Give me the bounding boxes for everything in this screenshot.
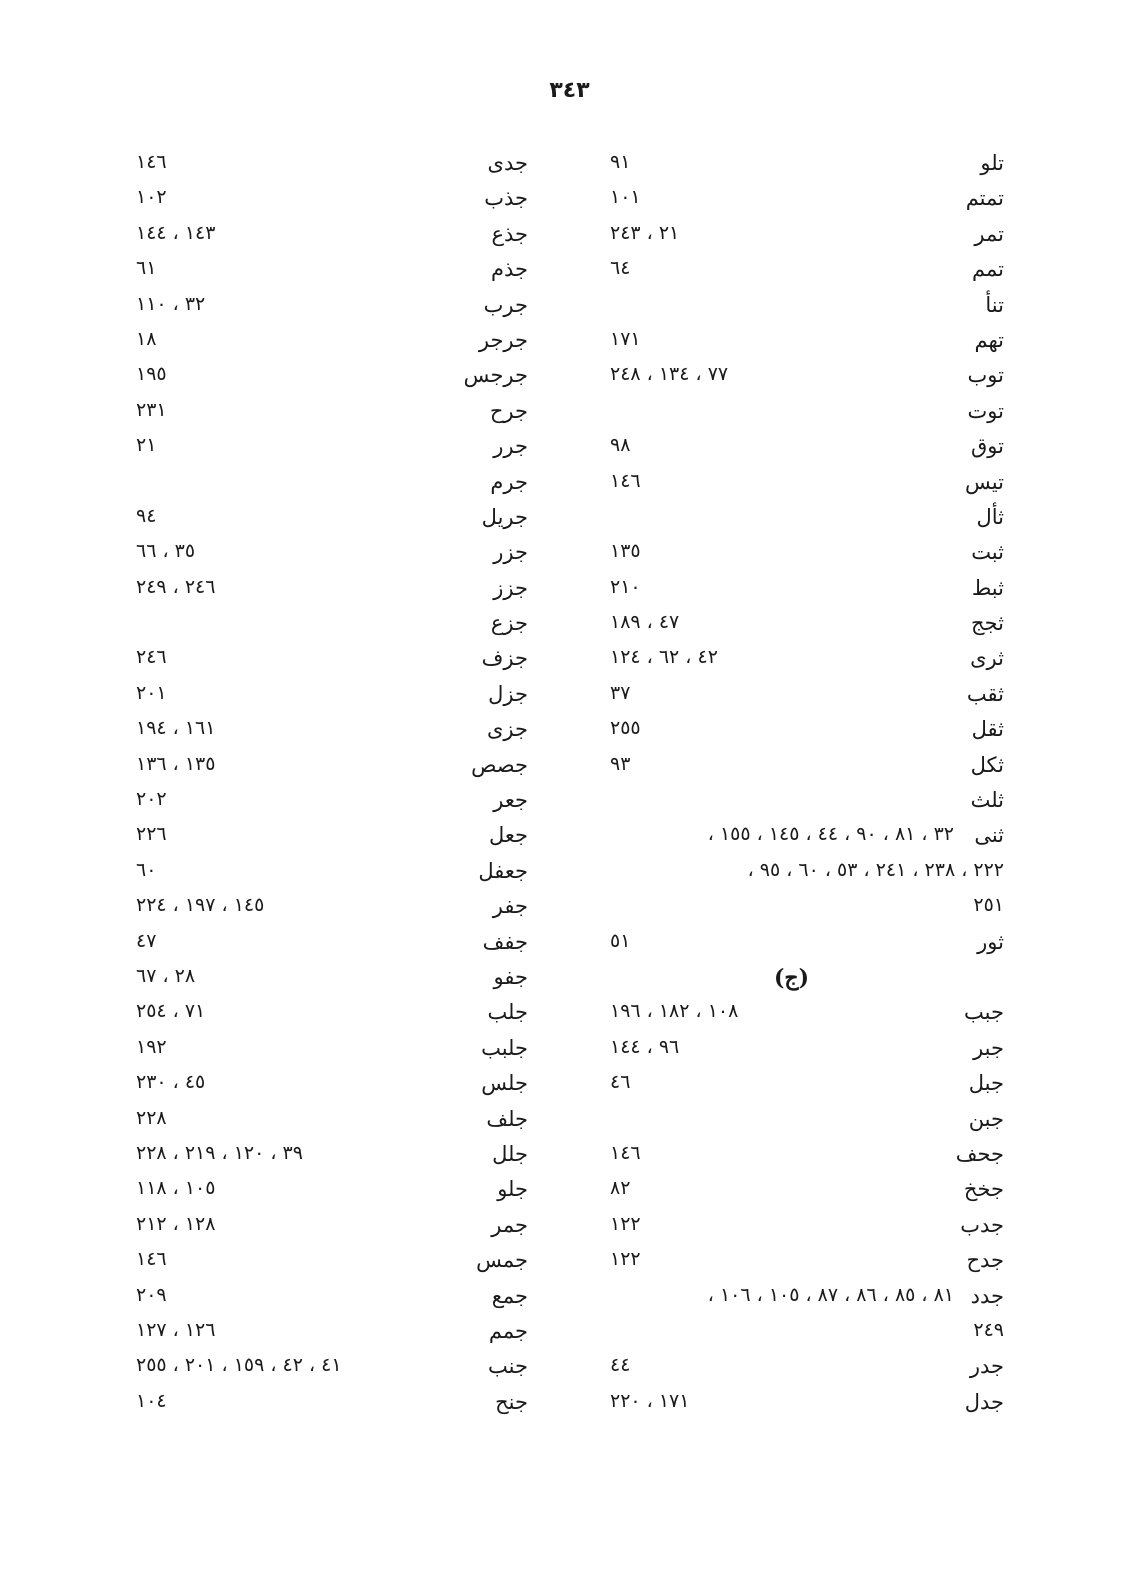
- page-references: ١٤٦: [136, 1248, 167, 1271]
- index-entry: [130, 182, 530, 217]
- index-entry: [130, 466, 530, 501]
- root-word: ثرى: [970, 646, 1004, 671]
- root-word: جحف: [955, 1141, 1004, 1166]
- root-word: جرر: [493, 434, 528, 459]
- index-entry: [130, 926, 530, 961]
- page-references: ١٤٦: [610, 1141, 641, 1164]
- page-references: ١٠٢: [136, 186, 167, 209]
- page-references: ٩٣: [610, 752, 631, 775]
- section-letter: (ج): [774, 964, 810, 991]
- page-references: ٢٨ ، ٦٧: [136, 964, 196, 987]
- page-references: ٦٠: [136, 858, 157, 881]
- index-entry: [604, 1280, 1004, 1315]
- page-references: ٤٥ ، ٢٣٠: [136, 1071, 206, 1094]
- page-references: ١٠٥ ، ١١٨: [136, 1177, 216, 1200]
- index-entry: [604, 1173, 1004, 1208]
- section-header: [604, 961, 1004, 996]
- page-references: ٢٤٩: [973, 1318, 1004, 1341]
- page-references: ١٢٦ ، ١٢٧: [136, 1318, 216, 1341]
- root-word: ثقب: [966, 681, 1004, 706]
- index-entry: [604, 501, 1004, 536]
- root-word: جزى: [486, 717, 528, 742]
- page-references: ٢٠٩: [136, 1283, 167, 1306]
- page-references: ٤٤: [610, 1354, 631, 1377]
- root-word: جنح: [495, 1389, 528, 1414]
- index-entry: [604, 289, 1004, 324]
- page-references: ٢٠١: [136, 681, 167, 704]
- page-references: ٢٢٢ ، ٢٣٨ ، ٢٤١ ، ٥٣ ، ٦٠ ، ٩٥ ،: [747, 858, 1004, 881]
- index-entry: [130, 1032, 530, 1067]
- root-word: جعل: [488, 823, 528, 848]
- page-references: ٦١: [136, 257, 157, 280]
- root-word: ثبت: [971, 540, 1004, 565]
- page-references: ١٨: [136, 327, 157, 350]
- root-word: ثجج: [971, 611, 1004, 636]
- index-entry: [130, 642, 530, 677]
- root-word: جبل: [968, 1071, 1004, 1096]
- index-entry: [130, 430, 530, 465]
- root-word: جمس: [476, 1248, 528, 1273]
- index-entry: [604, 1067, 1004, 1102]
- index-entry: [130, 572, 530, 607]
- root-word: جدد: [970, 1283, 1004, 1308]
- root-word: جلل: [492, 1141, 528, 1166]
- page-references: ٣٩ ، ١٢٠ ، ٢١٩ ، ٢٢٨: [136, 1141, 303, 1164]
- page-references: ٥١: [610, 929, 631, 952]
- root-word: جزل: [488, 681, 528, 706]
- root-word: جدل: [964, 1389, 1004, 1414]
- index-entry: [604, 147, 1004, 182]
- root-word: جمم: [488, 1318, 528, 1343]
- page-references: ٤٧ ، ١٨٩: [610, 611, 680, 634]
- root-word: جزع: [490, 611, 528, 636]
- index-entry: [604, 678, 1004, 713]
- index-entry: [604, 890, 1004, 925]
- root-word: ثقل: [971, 717, 1004, 742]
- page-references: ١٠١: [610, 186, 641, 209]
- root-word: جرح: [489, 398, 528, 423]
- page-references: ٩٤: [136, 504, 157, 527]
- index-entry: [130, 678, 530, 713]
- root-word: جرجس: [463, 363, 528, 388]
- index-entry: [130, 713, 530, 748]
- index-entry: [604, 642, 1004, 677]
- index-entry: [604, 324, 1004, 359]
- page-number: ٣٤٣: [549, 78, 590, 103]
- root-word: جبن: [968, 1106, 1004, 1131]
- root-word: جذم: [490, 257, 528, 282]
- index-entry: [130, 253, 530, 288]
- root-word: جمع: [491, 1283, 528, 1308]
- page-references: ٩٨: [610, 434, 631, 457]
- index-entry: [130, 890, 530, 925]
- index-entry: [130, 1138, 530, 1173]
- page-references: ٧١ ، ٢٥٤: [136, 1000, 206, 1023]
- root-word: جزف: [481, 646, 528, 671]
- index-entry: [604, 713, 1004, 748]
- root-word: جفر: [492, 894, 528, 919]
- index-entry: [130, 289, 530, 324]
- page-references: ٤٦: [610, 1071, 631, 1094]
- root-word: جزر: [493, 540, 528, 565]
- root-word: جدر: [969, 1354, 1004, 1379]
- page-references: ٢٢٦: [136, 823, 167, 846]
- page-references: ٢١ ، ٢٤٣: [610, 221, 680, 244]
- root-word: ثلث: [970, 788, 1004, 813]
- page-references: ١٧١ ، ٢٢٠: [610, 1389, 690, 1412]
- root-word: توت: [967, 398, 1004, 423]
- root-word: تنأ: [985, 292, 1004, 317]
- index-entry: [604, 359, 1004, 394]
- root-word: تيس: [965, 469, 1004, 494]
- page-references: ٦٤: [610, 257, 631, 280]
- index-entry: [604, 1350, 1004, 1385]
- page-references: ٢٤٦ ، ٢٤٩: [136, 575, 216, 598]
- root-word: جزز: [493, 575, 528, 600]
- index-entry: [604, 182, 1004, 217]
- page-references: ٩١: [610, 151, 631, 173]
- root-word: جصص: [471, 752, 528, 777]
- page-references: ٢٥٥: [610, 717, 641, 740]
- root-word: ثبط: [971, 575, 1004, 600]
- index-entry: [130, 359, 530, 394]
- page-references: ٣٢ ، ٨١ ، ٩٠ ، ٤٤ ، ١٤٥ ، ١٥٥ ،: [707, 823, 954, 846]
- page-references: ١٩٥: [136, 363, 167, 386]
- root-word: جفو: [493, 964, 528, 989]
- index-column-right: [604, 147, 1004, 1421]
- root-word: جلبب: [481, 1035, 528, 1060]
- index-entry: [130, 1315, 530, 1350]
- page-references: ١٣٥: [610, 540, 641, 563]
- index-entry: [604, 855, 1004, 890]
- page-references: ٢١: [136, 434, 157, 457]
- index-entry: [604, 253, 1004, 288]
- root-word: ثأل: [976, 504, 1004, 529]
- page-references: ٢٤٦: [136, 646, 167, 669]
- root-word: جدح: [966, 1248, 1004, 1273]
- root-word: جفف: [482, 929, 528, 954]
- index-entry: [604, 1315, 1004, 1350]
- index-column-left: [130, 147, 530, 1421]
- root-word: جريل: [481, 504, 528, 529]
- index-entry: [604, 395, 1004, 430]
- index-entry: [130, 218, 530, 253]
- index-entry: [604, 819, 1004, 854]
- index-entry: [604, 996, 1004, 1031]
- page-references: ١٢٢: [610, 1248, 641, 1271]
- page-references: ١٢٨ ، ٢١٢: [136, 1212, 216, 1235]
- page-references: ١٤٦: [136, 151, 167, 173]
- page-references: ٨٢: [610, 1177, 631, 1200]
- index-entry: [604, 1138, 1004, 1173]
- root-word: جذع: [491, 221, 528, 246]
- index-entry: [130, 996, 530, 1031]
- page-references: ٢٠٢: [136, 788, 167, 811]
- page-references: ٤٧: [136, 929, 157, 952]
- index-entry: [130, 501, 530, 536]
- page-references: ٩٦ ، ١٤٤: [610, 1035, 680, 1058]
- root-word: جلس: [481, 1071, 528, 1096]
- index-entry: [130, 1173, 530, 1208]
- index-entry: [130, 1350, 530, 1385]
- root-word: ثكل: [970, 752, 1004, 777]
- root-word: ثور: [977, 929, 1004, 954]
- index-entry: [130, 607, 530, 642]
- page-references: ٤١ ، ٤٢ ، ١٥٩ ، ٢٠١ ، ٢٥٥: [136, 1354, 342, 1377]
- index-entry: [130, 1209, 530, 1244]
- index-entry: [604, 1244, 1004, 1279]
- root-word: تلو: [980, 151, 1004, 175]
- index-entry: [130, 536, 530, 571]
- index-entry: [604, 466, 1004, 501]
- page-references: ١٧١: [610, 327, 641, 350]
- page-references: ٢٣١: [136, 398, 167, 421]
- root-word: جبب: [964, 1000, 1004, 1025]
- root-word: تمم: [972, 257, 1004, 282]
- index-entry: [130, 1244, 530, 1279]
- root-word: تمتم: [965, 186, 1004, 211]
- root-word: جعر: [493, 788, 528, 813]
- root-word: تهم: [974, 327, 1004, 352]
- page-references: ١٠٤: [136, 1389, 167, 1412]
- page-references: ٢١٠: [610, 575, 641, 598]
- index-entry: [604, 1209, 1004, 1244]
- root-word: جمر: [491, 1212, 528, 1237]
- index-entry: [604, 1386, 1004, 1421]
- index-entry: [604, 784, 1004, 819]
- index-entry: [130, 1386, 530, 1421]
- index-entry: [130, 1067, 530, 1102]
- root-word: جرم: [490, 469, 528, 494]
- root-word: جخخ: [963, 1177, 1004, 1202]
- page-references: ١٤٣ ، ١٤٤: [136, 221, 216, 244]
- page-references: ١٠٨ ، ١٨٢ ، ١٩٦: [610, 1000, 739, 1023]
- index-entry: [130, 784, 530, 819]
- page-references: ١٩٢: [136, 1035, 167, 1058]
- index-entry: [130, 961, 530, 996]
- index-entry: [130, 1280, 530, 1315]
- index-entry: [604, 749, 1004, 784]
- root-word: جذب: [484, 186, 528, 211]
- root-word: جلب: [487, 1000, 528, 1025]
- index-entry: [604, 430, 1004, 465]
- page-references: ٧٧ ، ١٣٤ ، ٢٤٨: [610, 363, 729, 386]
- index-entry: [604, 218, 1004, 253]
- page-references: ٨١ ، ٨٥ ، ٨٦ ، ٨٧ ، ١٠٥ ، ١٠٦ ،: [707, 1283, 954, 1306]
- root-word: توق: [971, 434, 1004, 459]
- index-entry: [604, 1032, 1004, 1067]
- root-word: جلو: [497, 1177, 528, 1202]
- root-word: ثنى: [974, 823, 1004, 848]
- root-word: جلف: [486, 1106, 528, 1131]
- page-references: ١٣٥ ، ١٣٦: [136, 752, 216, 775]
- index-entry: [604, 572, 1004, 607]
- root-word: جدى: [487, 151, 528, 175]
- page-references: ٢٢٨: [136, 1106, 167, 1129]
- root-word: جرجر: [478, 327, 528, 352]
- page-references: ٤٢ ، ٦٢ ، ١٢٤: [610, 646, 718, 669]
- page-references: ١٢٢: [610, 1212, 641, 1235]
- index-entry: [130, 147, 530, 182]
- index-entry: [130, 749, 530, 784]
- index-entry: [130, 819, 530, 854]
- root-word: جنب: [488, 1354, 528, 1379]
- page-references: ١٤٦: [610, 469, 641, 492]
- index-entry: [130, 1103, 530, 1138]
- root-word: تمر: [974, 221, 1004, 246]
- page-references: ١٤٥ ، ١٩٧ ، ٢٢٤: [136, 894, 265, 917]
- root-word: جدب: [960, 1212, 1004, 1237]
- index-entry: [604, 607, 1004, 642]
- page-references: ٣٢ ، ١١٠: [136, 292, 206, 315]
- page-references: ٢٥١: [973, 894, 1004, 917]
- index-entry: [604, 926, 1004, 961]
- index-entry: [604, 536, 1004, 571]
- index-entry: [604, 1103, 1004, 1138]
- root-word: جرب: [483, 292, 528, 317]
- page-references: ١٦١ ، ١٩٤: [136, 717, 216, 740]
- page-references: ٣٧: [610, 681, 631, 704]
- root-word: جعفل: [478, 858, 528, 883]
- root-word: توب: [967, 363, 1004, 388]
- index-entry: [130, 855, 530, 890]
- page-references: ٣٥ ، ٦٦: [136, 540, 196, 563]
- root-word: جبر: [973, 1035, 1004, 1060]
- index-entry: [130, 324, 530, 359]
- index-entry: [130, 395, 530, 430]
